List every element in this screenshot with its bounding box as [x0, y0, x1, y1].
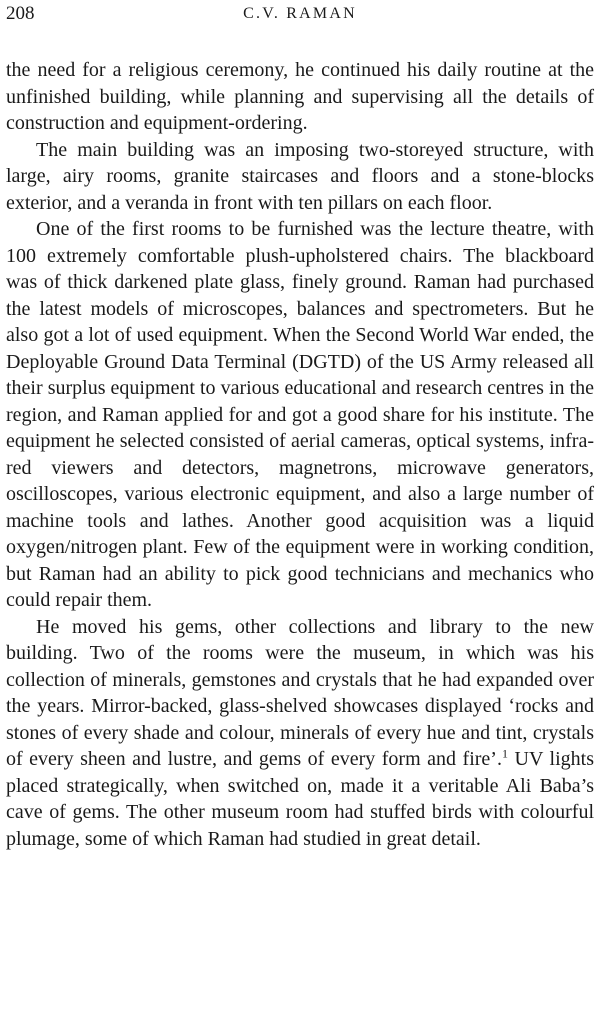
page-number: 208 — [6, 3, 35, 24]
paragraph-museum — [6, 614, 594, 853]
paragraph-lecture-theatre: One of the first rooms to be furnished was the lecture theatre, with 100 extremely comfortable plush-upholstered chairs. The blackboard was of thick darkened plate glass, finely ground. Raman had purchased the latest models of microscopes, balances and spectrometers. But he also got a lot of used equipment. When the Second World War ended, the Deployable Ground Data Terminal (DGTD) of the US Army released all their surplus equipment to various educational and research centres in the region, and Raman applied for and got a good share for his institute. The equipment he selected consisted of aerial cameras, optical systems, infra-red viewers and detectors, magnetrons, microwave generators, oscilloscopes, various electronic equipment, and also a large number of machine tools and lathes. Another good acquisition was a liquid oxygen/nitrogen plant. Few of the equipment were in working condition, but Raman had an ability to pick good technicians and mechanics who could repair them. — [6, 218, 594, 611]
body-text — [6, 57, 594, 852]
paragraph-museum-text: He moved his gems, other collections and library to the new building. Two of the rooms were the museum, in which was his collection of minerals, gemstones and crystals that he had expanded over the years. Mirror-backed, glass-shelved showcases displayed ‘rocks and stones of every shade and colour, minerals of every hue and tint, crystals of every sheen and lustre, and gems of every form and fire’. — [6, 615, 594, 770]
paragraph-museum-text-continued: UV lights placed strategically, when switched on, made it a veritable Ali Baba’s cave of gems. The other museum room had stuffed birds with colourful plumage, some of which Raman had studied in great detail. — [6, 748, 595, 850]
paragraph-continued: the need for a religious ceremony, he continued his daily routine at the unfinished building, while planning and supervising all the details of construction and equipment-ordering. — [6, 59, 594, 134]
paragraph-main-building: The main building was an imposing two-storeyed structure, with large, airy rooms, granite staircases and floors and a stone-blocks exterior, and a veranda in front with ten pillars on each floor. — [6, 138, 594, 214]
running-title: C.V. RAMAN — [243, 5, 357, 22]
running-head — [6, 2, 594, 28]
footnote-marker: 1 — [501, 746, 508, 761]
